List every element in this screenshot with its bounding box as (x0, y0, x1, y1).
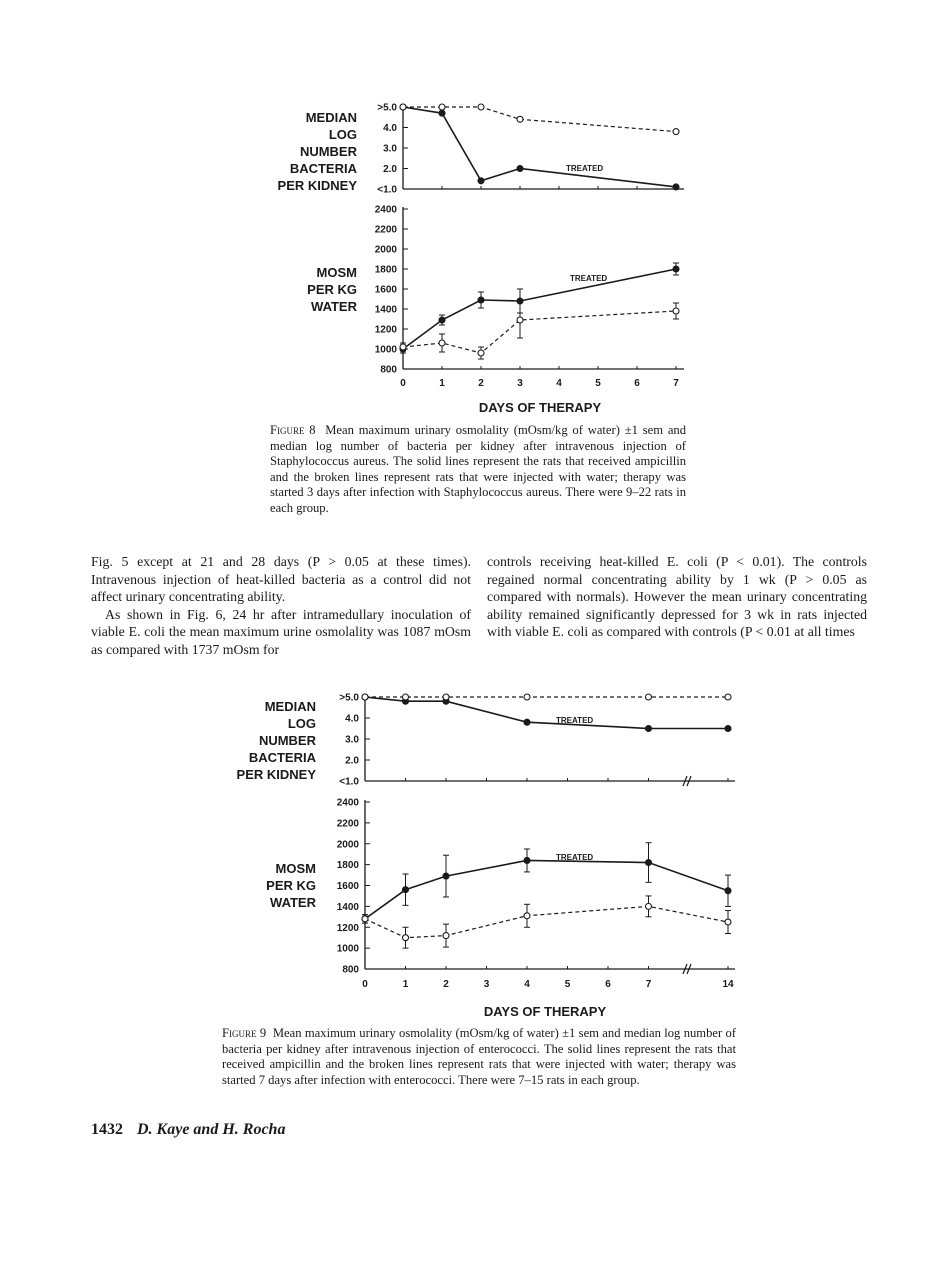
fig9-osm-ytick-label: 2400 (336, 797, 359, 809)
fig9-osm-ytick-label: 1800 (336, 860, 359, 872)
fig9-osm-treated-point (524, 857, 530, 863)
page-number: 1432 (91, 1121, 123, 1138)
body-left-paragraph-1: Fig. 5 except at 21 and 28 days (P > 0.05 at these times). Intravenous injection of heat-killed bacteria as a control did not affect urinary concentrating ability. (91, 554, 471, 604)
fig9-bacteria-ytick-label: 2.0 (345, 755, 359, 767)
fig8-xlabel: DAYS OF THERAPY (478, 400, 602, 415)
fig9-bacteria-plot (339, 693, 735, 788)
fig9-bacteria-ytick-label: >5.0 (339, 692, 359, 704)
fig9-bacteria-treated-point (524, 719, 530, 725)
fig8-treated-label-top: TREATED (566, 164, 604, 173)
fig8-osm-ylabel-line-2: PER KG (307, 282, 357, 297)
footer-authors: D. Kaye and H. Rocha (137, 1121, 286, 1138)
fig8-osm-ytick-label: 1400 (374, 304, 397, 316)
fig9-bacteria-control-point (725, 694, 731, 700)
fig8-osm-ytick-label: 1600 (374, 284, 397, 296)
fig9-osm-ytick-label: 1200 (336, 922, 359, 934)
fig9-osm-xtick-label: 2 (443, 979, 449, 990)
fig8-ylabel-line-2: LOG (328, 127, 357, 142)
fig9-caption-label: Figure 9 (222, 1026, 267, 1040)
fig8-osm-ytick-label: 1000 (374, 344, 397, 356)
fig9-osm-treated-line (365, 860, 728, 918)
fig9-osm-treated-point (443, 873, 449, 879)
fig9-bacteria-control-point (362, 694, 368, 700)
fig9-ylabel-line-4: BACTERIA (248, 750, 316, 765)
fig8-ylabel-line-1: MEDIAN (305, 110, 357, 125)
fig9-osm-ylabel-line-2: PER KG (266, 878, 316, 893)
fig8-osm-xtick-label: 1 (439, 378, 445, 389)
fig8-osm-xtick-label: 3 (517, 378, 523, 389)
fig9-osm-control-point (646, 903, 652, 909)
fig9-osm-control-point (524, 913, 530, 919)
fig9-osm-ytick-label: 2000 (336, 839, 359, 851)
fig9-osm-control-point (725, 919, 731, 925)
fig9-osm-control-point (403, 935, 409, 941)
fig8-osm-xtick-label: 6 (634, 378, 640, 389)
fig8-bacteria-ytick-label: <1.0 (377, 184, 397, 196)
fig9-osm-xtick-label: 7 (645, 979, 652, 990)
fig9-bacteria-control-point (403, 694, 409, 700)
fig9-osm-ylabel-line-3: WATER (270, 895, 316, 910)
fig9-osm-ytick-label: 1000 (336, 943, 359, 955)
fig9-osm-xtick-label: 0 (362, 979, 368, 990)
fig9-bacteria-ytick-label: 4.0 (345, 713, 359, 725)
fig9-ylabel-line-5: PER KIDNEY (236, 767, 316, 782)
fig8-ylabel-line-3: NUMBER (299, 144, 357, 159)
fig9-osm-ytick-label: 1400 (336, 901, 359, 913)
fig9-bacteria-control-point (443, 694, 449, 700)
fig9-ylabel-line-3: NUMBER (258, 733, 316, 748)
fig8-caption-label: Figure 8 (270, 423, 316, 437)
fig9-osm-xtick-label: 1 (402, 979, 409, 990)
fig9-ylabel-line-2: LOG (287, 716, 316, 731)
fig9-caption (222, 1026, 736, 1088)
fig8-bacteria-ytick-label: >5.0 (377, 102, 397, 114)
fig9-bacteria-treated-point (725, 726, 731, 732)
fig8-osm-ytick-label: 2400 (374, 204, 397, 216)
body-right-paragraph-1: controls receiving heat-killed E. coli (P < 0.01). The controls regained normal concentrating ability by 1 wk (P > 0.05 as compared with normals). However the mean urinary concentrating ability remained significantly depressed for 3 wk in rats injected with viable E. coli as compared with controls (P < 0.01 at all times (487, 554, 867, 639)
page-footer (91, 1121, 285, 1139)
fig9-osm-treated-point (403, 887, 409, 893)
fig8-osm-xtick-label: 7 (673, 378, 679, 389)
fig9-treated-label-bottom: TREATED (556, 853, 594, 862)
fig8-osm-ytick-label: 2000 (374, 244, 397, 256)
fig8-caption-text: Mean maximum urinary osmolality (mOsm/kg of water) ±1 sem and median log number of bacteria per kidney after intravenous injection of Staphylococcus aureus. The solid lines represent the rats that received ampicillin and the broken lines represent rats that were injected with water; therapy was started 3 days after infection with Staphylococcus aureus. There were 9–22 rats in each group. (270, 423, 686, 515)
fig9-osm-xtick-label: 5 (564, 979, 571, 990)
fig8-osm-ytick-label: 800 (380, 364, 397, 376)
body-left-paragraph-2: As shown in Fig. 6, 24 hr after intramedullary inoculation of viable E. coli the mean maximum urine osmolality was 1087 mOsm as compared with 1737 mOsm for (91, 606, 471, 657)
fig8-bacteria-ytick-label: 3.0 (383, 143, 397, 155)
fig9-osm-ylabel-line-1: MOSM (275, 861, 316, 876)
fig9-bacteria-ytick-label: 3.0 (345, 734, 359, 746)
fig9-caption-text: Mean maximum urinary osmolality (mOsm/kg of water) ±1 sem and median log number of bacteria per kidney after intravenous injection of enterococci. The solid lines represent the rats that received ampicillin and the broken lines represent rats that were injected with water; therapy was started 7 days after infection with enterococci. There were 7–15 rats in each group. (222, 1026, 737, 1087)
fig9-osm-control-point (362, 916, 368, 922)
fig9-osm-xtick-label: 3 (483, 979, 490, 990)
fig8-ylabel-line-4: BACTERIA (289, 161, 357, 176)
fig9-bacteria-ytick-label: <1.0 (339, 776, 359, 788)
fig8-osm-ytick-label: 1200 (374, 324, 397, 336)
fig8-osm-ytick-label: 2200 (374, 224, 397, 236)
fig8-ylabel-line-5: PER KIDNEY (277, 178, 357, 193)
fig9-osm-xtick-label: 4 (524, 979, 530, 990)
fig8-osm-ylabel-line-1: MOSM (316, 265, 357, 280)
fig9-osm-ytick-label: 2200 (336, 818, 359, 830)
fig8-osm-xtick-label: 2 (478, 378, 484, 389)
fig8-osm-xtick-label: 5 (595, 378, 601, 389)
fig9-osm-xtick-label: 14 (722, 979, 734, 990)
fig9-osm-ytick-label: 800 (342, 964, 359, 976)
fig8-osm-xtick-label: 4 (556, 378, 562, 389)
fig9-treated-label-top: TREATED (556, 716, 594, 725)
fig9-ylabel-line-1: MEDIAN (264, 699, 316, 714)
fig9-bacteria-control-point (646, 694, 652, 700)
fig9-osm-treated-point (725, 888, 731, 894)
fig9-osm-control-point (443, 933, 449, 939)
fig8-bacteria-ytick-label: 4.0 (383, 123, 397, 134)
fig8-bacteria-ytick-label: 2.0 (383, 164, 397, 175)
fig8-osm-ylabel-line-3: WATER (311, 299, 357, 314)
fig9-osm-ylabel (266, 861, 316, 910)
fig9-xlabel: DAYS OF THERAPY (483, 1004, 607, 1019)
fig9-osm-control-line (365, 906, 728, 937)
fig9-bacteria-treated-point (646, 726, 652, 732)
fig8-osm-xtick-label: 0 (400, 378, 406, 389)
fig9-osm-treated-point (646, 860, 652, 866)
fig8-treated-label-bottom: TREATED (570, 274, 608, 283)
fig9-osm-ytick-label: 1600 (336, 881, 359, 892)
fig9-bacteria-ylabel (237, 699, 317, 782)
fig8-osm-ytick-label: 1800 (374, 264, 397, 276)
fig9-osm-plot (337, 798, 735, 991)
fig9-bacteria-treated-line (365, 697, 728, 729)
fig9-bacteria-control-point (524, 694, 530, 700)
fig9-osm-xtick-label: 6 (605, 979, 611, 990)
